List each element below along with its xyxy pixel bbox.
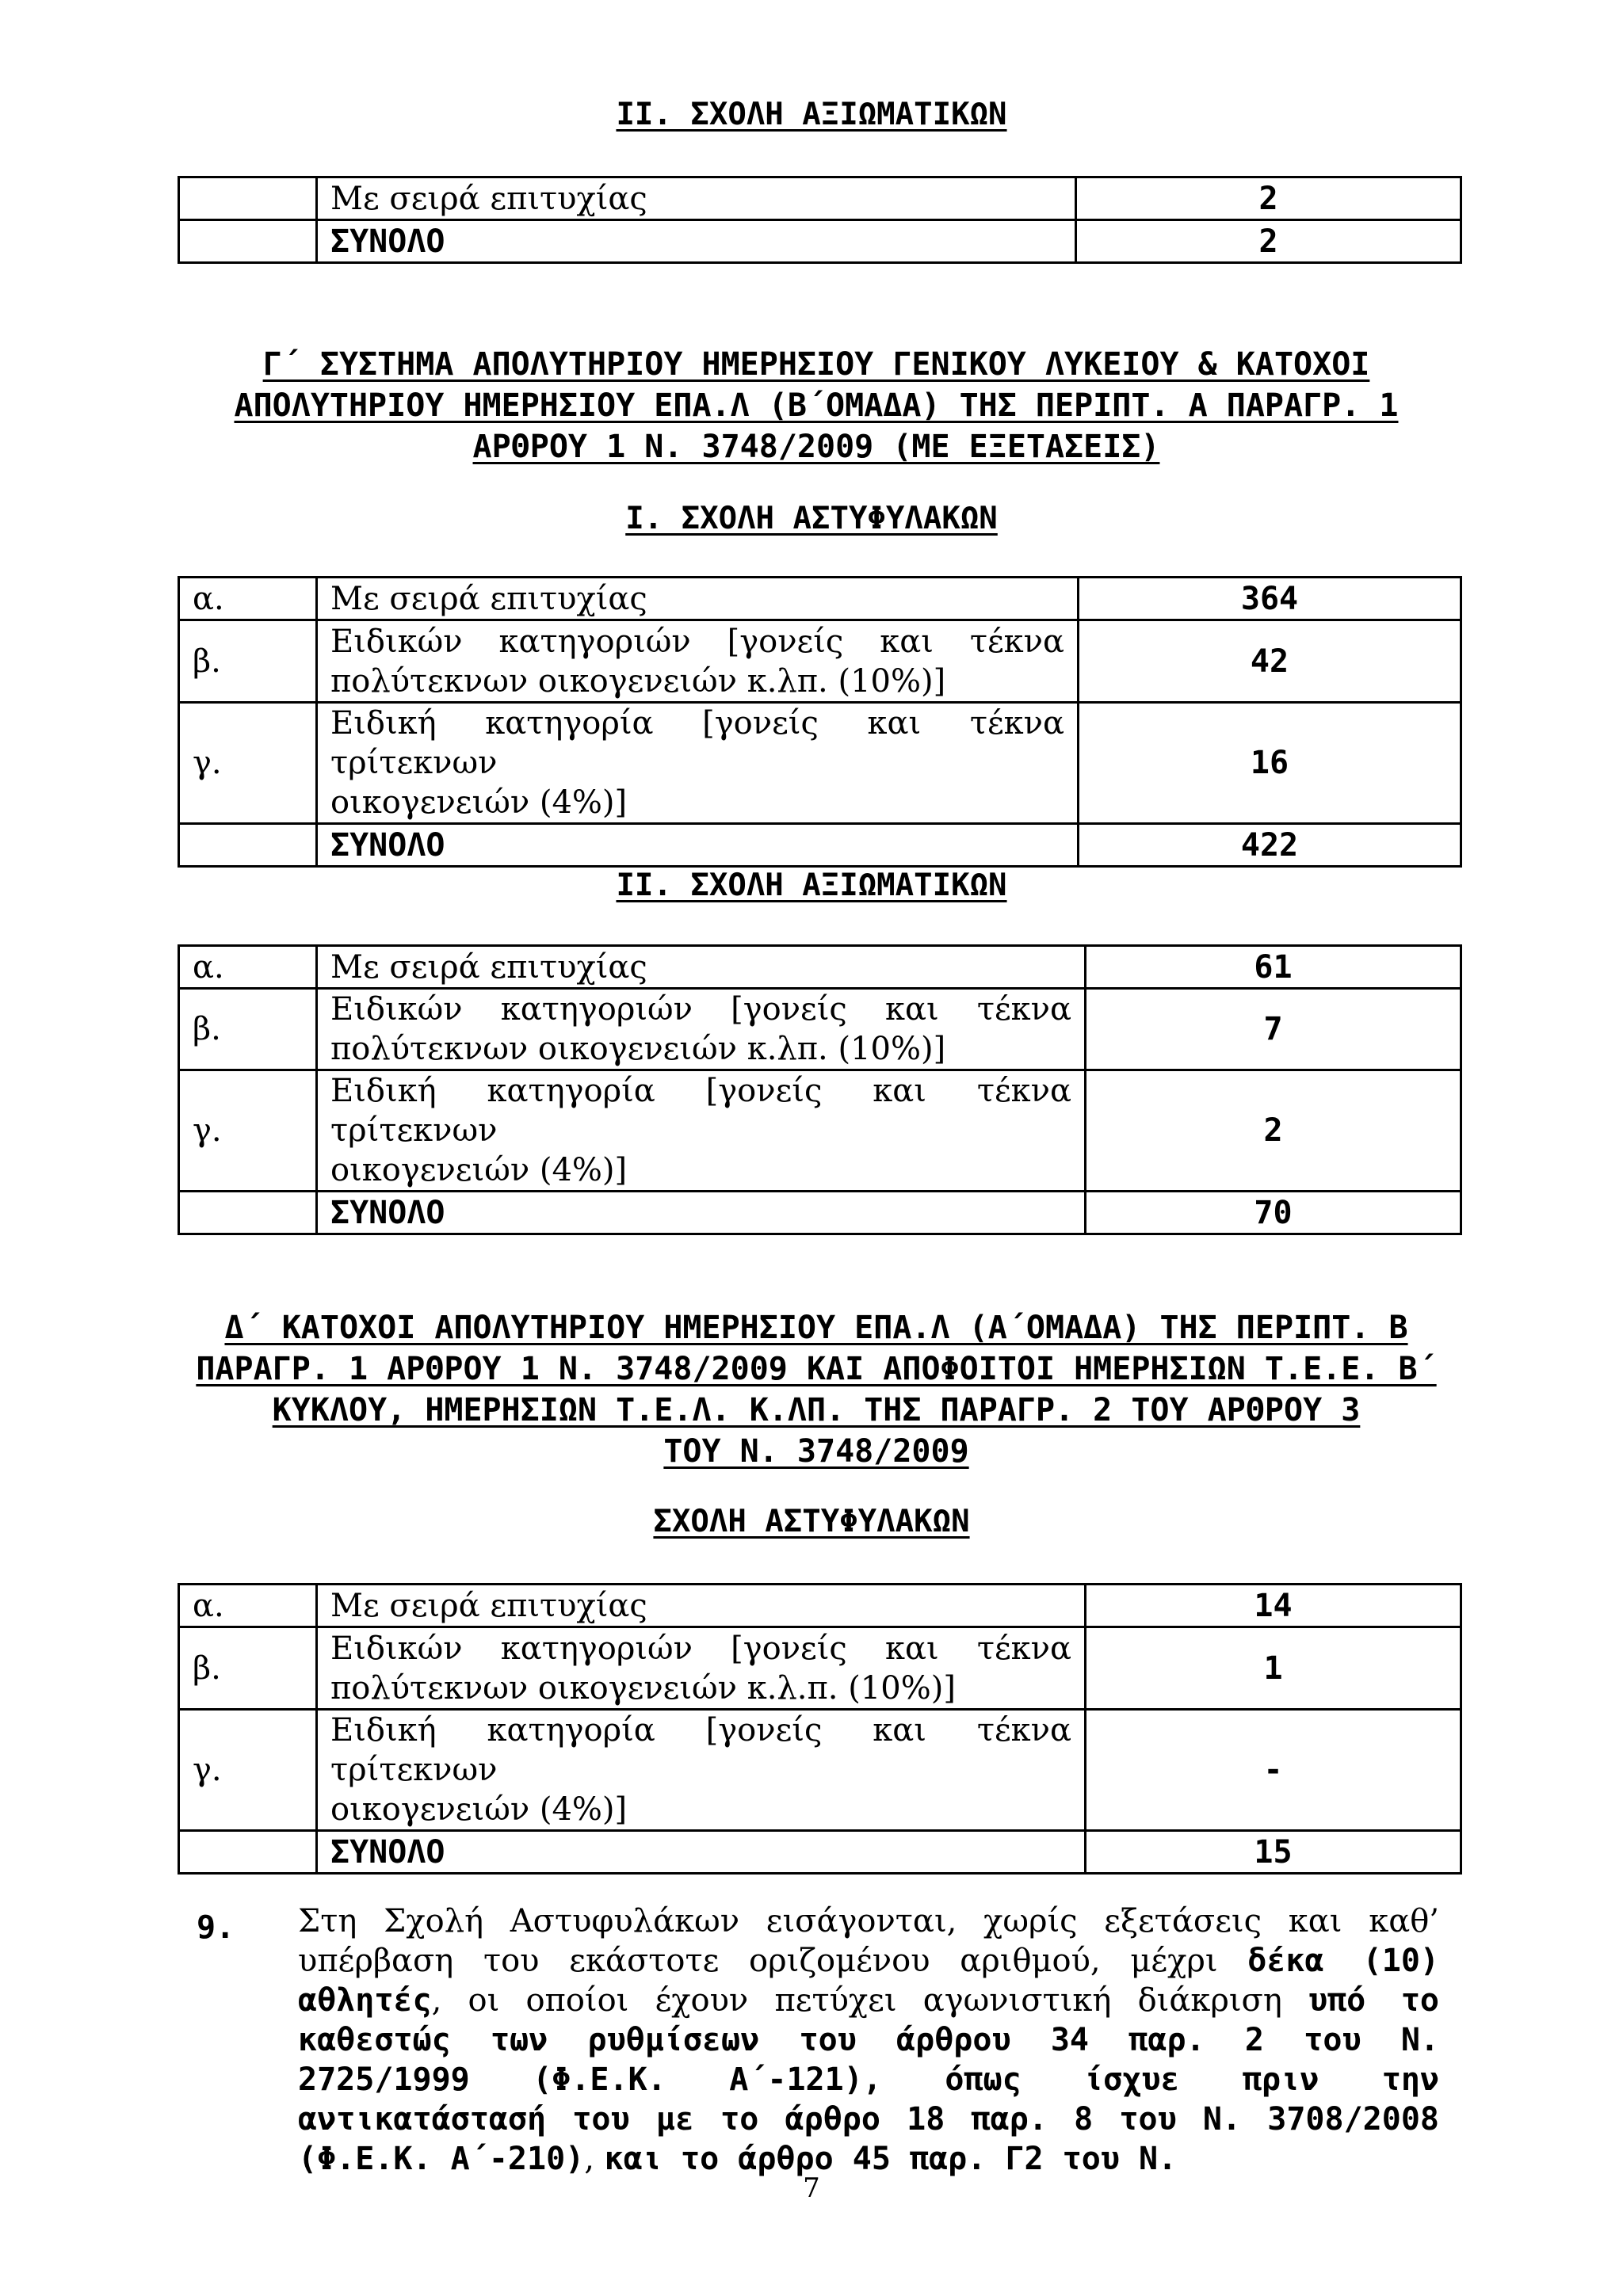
top-table: [178, 176, 1462, 264]
paragraph-9-text: [298, 1901, 1439, 2179]
table-row: [179, 1710, 1461, 1831]
paragraph-bold-part: δέκα (10) αθλητές: [298, 1943, 1439, 2019]
table-row: [179, 1627, 1461, 1710]
row-letter: α.: [179, 1585, 317, 1627]
table-row: [179, 946, 1461, 989]
row-letter: [179, 177, 317, 220]
section-d-title: [158, 1307, 1474, 1472]
paragraph-bold-part: και το άρθρο 45 παρ. Γ2 του Ν.: [604, 2141, 1178, 2177]
paragraph-text-part: Στη Σχολή Αστυφυλάκων εισάγονται, χωρίς εξετάσεις και καθ’ υπέρβαση του εκάστοτε οριζομένου αριθμού, μέχρι: [298, 1903, 1439, 1979]
section-g-title-line2: ΑΠΟΛΥΤΗΡΙΟΥ ΗΜΕΡΗΣΙΟΥ ΕΠΑ.Λ (Β΄ΟΜΑΔΑ) ΤΗΣ ΠΕΡΙΠΤ. Α ΠΑΡΑΓΡ. 1: [234, 387, 1399, 424]
table-row: [179, 1585, 1461, 1627]
row-desc-line1: Ειδικών κατηγοριών [γονείς και τέκνα: [330, 991, 1071, 1028]
row-desc-line2: πολύτεκνων οικογενειών κ.λπ. (10%)]: [330, 662, 946, 700]
section-g-school1-heading: Ι. ΣΧΟΛΗ ΑΣΤΥΦΥΛΑΚΩΝ: [625, 501, 998, 536]
section-g-title: [158, 344, 1474, 467]
school2-table: [178, 944, 1462, 1235]
row-letter: [179, 824, 317, 867]
table-row: [179, 177, 1461, 220]
total-value: 15: [1086, 1831, 1461, 1874]
row-letter: β.: [179, 1627, 317, 1710]
table-row: [179, 578, 1461, 620]
section-d-school-heading: ΣΧΟΛΗ ΑΣΤΥΦΥΛΑΚΩΝ: [653, 1504, 970, 1539]
row-letter: α.: [179, 578, 317, 620]
section-g-school2-heading: ΙΙ. ΣΧΟΛΗ ΑΞΙΩΜΑΤΙΚΩΝ: [616, 868, 1007, 903]
table-row: [179, 1831, 1461, 1874]
row-value: 14: [1086, 1585, 1461, 1627]
table-row: [179, 220, 1461, 263]
section-d-title-line3: ΚΥΚΛΟΥ, ΗΜΕΡΗΣΙΩΝ Τ.Ε.Λ. Κ.ΛΠ. ΤΗΣ ΠΑΡΑΓΡ. 2 ΤΟΥ ΑΡΘΡΟΥ 3: [272, 1392, 1361, 1428]
paragraph-bold-part: υπό το καθεστώς των ρυθμίσεων του άρθρου 34 παρ. 2 του Ν. 2725/1999 (Φ.Ε.Κ. Α΄-121), όπως ίσχυε πριν την αντικατάστασή του με το άρθρο 18 παρ. 8 του Ν. 3708/2008 (Φ.Ε.Κ. Α΄-210): [298, 1982, 1439, 2177]
row-desc-line1: Ειδική κατηγορία [γονείς και τέκνα τρίτεκνων: [330, 1712, 1071, 1788]
row-desc-line1: Ειδική κατηγορία [γονείς και τέκνα τρίτεκνων: [330, 705, 1064, 781]
total-label: ΣΥΝΟΛΟ: [317, 220, 1076, 263]
row-desc-line1: Ειδικών κατηγοριών [γονείς και τέκνα: [330, 1630, 1071, 1667]
total-value: 2: [1076, 220, 1461, 263]
school1-table: [178, 576, 1462, 868]
row-desc: [317, 620, 1079, 703]
row-desc: Με σειρά επιτυχίας: [317, 946, 1086, 989]
total-label: ΣΥΝΟΛΟ: [317, 1831, 1086, 1874]
row-value: 1: [1086, 1627, 1461, 1710]
row-desc-line2: οικογενειών (4%)]: [330, 784, 628, 821]
row-desc: [317, 989, 1086, 1070]
row-letter: β.: [179, 989, 317, 1070]
row-value: 16: [1079, 703, 1461, 824]
table-row: [179, 989, 1461, 1070]
total-label: ΣΥΝΟΛΟ: [317, 1192, 1086, 1234]
section-d-title-line2: ΠΑΡΑΓΡ. 1 ΑΡΘΡΟΥ 1 Ν. 3748/2009 ΚΑΙ ΑΠΟΦΟΙΤΟΙ ΗΜΕΡΗΣΙΩΝ Τ.Ε.Ε. Β΄: [196, 1351, 1437, 1387]
total-value: 422: [1079, 824, 1461, 867]
row-letter: α.: [179, 946, 317, 989]
paragraph-text-part: ,: [584, 2141, 605, 2177]
section-d-title-line1: Δ΄ ΚΑΤΟΧΟΙ ΑΠΟΛΥΤΗΡΙΟΥ ΗΜΕΡΗΣΙΟΥ ΕΠΑ.Λ (Α΄ΟΜΑΔΑ) ΤΗΣ ΠΕΡΙΠΤ. Β: [224, 1310, 1408, 1346]
row-letter: γ.: [179, 703, 317, 824]
section-top-heading: ΙΙ. ΣΧΟΛΗ ΑΞΙΩΜΑΤΙΚΩΝ: [616, 97, 1007, 132]
section-g-title-line3: ΑΡΘΡΟΥ 1 Ν. 3748/2009 (ΜΕ ΕΞΕΤΑΣΕΙΣ): [472, 429, 1160, 465]
row-desc-line2: οικογενειών (4%)]: [330, 1791, 628, 1828]
row-desc-line2: οικογενειών (4%)]: [330, 1152, 628, 1188]
row-value: -: [1086, 1710, 1461, 1831]
row-desc: [317, 1070, 1086, 1192]
table-row: [179, 703, 1461, 824]
row-value: 61: [1086, 946, 1461, 989]
row-value: 364: [1079, 578, 1461, 620]
row-desc: Με σειρά επιτυχίας: [317, 1585, 1086, 1627]
total-label: ΣΥΝΟΛΟ: [317, 824, 1079, 867]
row-desc-line1: Ειδικών κατηγοριών [γονείς και τέκνα: [330, 623, 1064, 660]
section-g-title-line1: Γ΄ ΣΥΣΤΗΜΑ ΑΠΟΛΥΤΗΡΙΟΥ ΗΜΕΡΗΣΙΟΥ ΓΕΝΙΚΟΥ ΛΥΚΕΙΟΥ & ΚΑΤΟΧΟΙ: [262, 346, 1370, 383]
row-desc-line2: πολύτεκνων οικογενειών κ.λπ. (10%)]: [330, 1031, 946, 1067]
row-desc-line2: πολύτεκνων οικογενειών κ.λ.π. (10%)]: [330, 1669, 956, 1707]
row-desc: [317, 1710, 1086, 1831]
paragraph-number: 9.: [197, 1909, 235, 1946]
section-d-title-line4: ΤΟΥ Ν. 3748/2009: [663, 1433, 969, 1470]
table-row: [179, 1070, 1461, 1192]
row-desc: Με σειρά επιτυχίας: [317, 177, 1076, 220]
row-letter: [179, 1192, 317, 1234]
table-row: [179, 1192, 1461, 1234]
page-number: 7: [803, 2172, 820, 2204]
school3-table: [178, 1583, 1462, 1875]
row-value: 42: [1079, 620, 1461, 703]
table-row: [179, 824, 1461, 867]
row-letter: β.: [179, 620, 317, 703]
row-value: 7: [1086, 989, 1461, 1070]
row-value: 2: [1076, 177, 1461, 220]
row-letter: γ.: [179, 1070, 317, 1192]
row-desc-line1: Ειδική κατηγορία [γονείς και τέκνα τρίτεκνων: [330, 1073, 1071, 1149]
row-letter: γ.: [179, 1710, 317, 1831]
row-desc: [317, 703, 1079, 824]
row-letter: [179, 1831, 317, 1874]
row-letter: [179, 220, 317, 263]
row-value: 2: [1086, 1070, 1461, 1192]
total-value: 70: [1086, 1192, 1461, 1234]
row-desc: Με σειρά επιτυχίας: [317, 578, 1079, 620]
row-desc: [317, 1627, 1086, 1710]
paragraph-text-part: , οι οποίοι έχουν πετύχει αγωνιστική διάκριση: [431, 1982, 1309, 2019]
table-row: [179, 620, 1461, 703]
